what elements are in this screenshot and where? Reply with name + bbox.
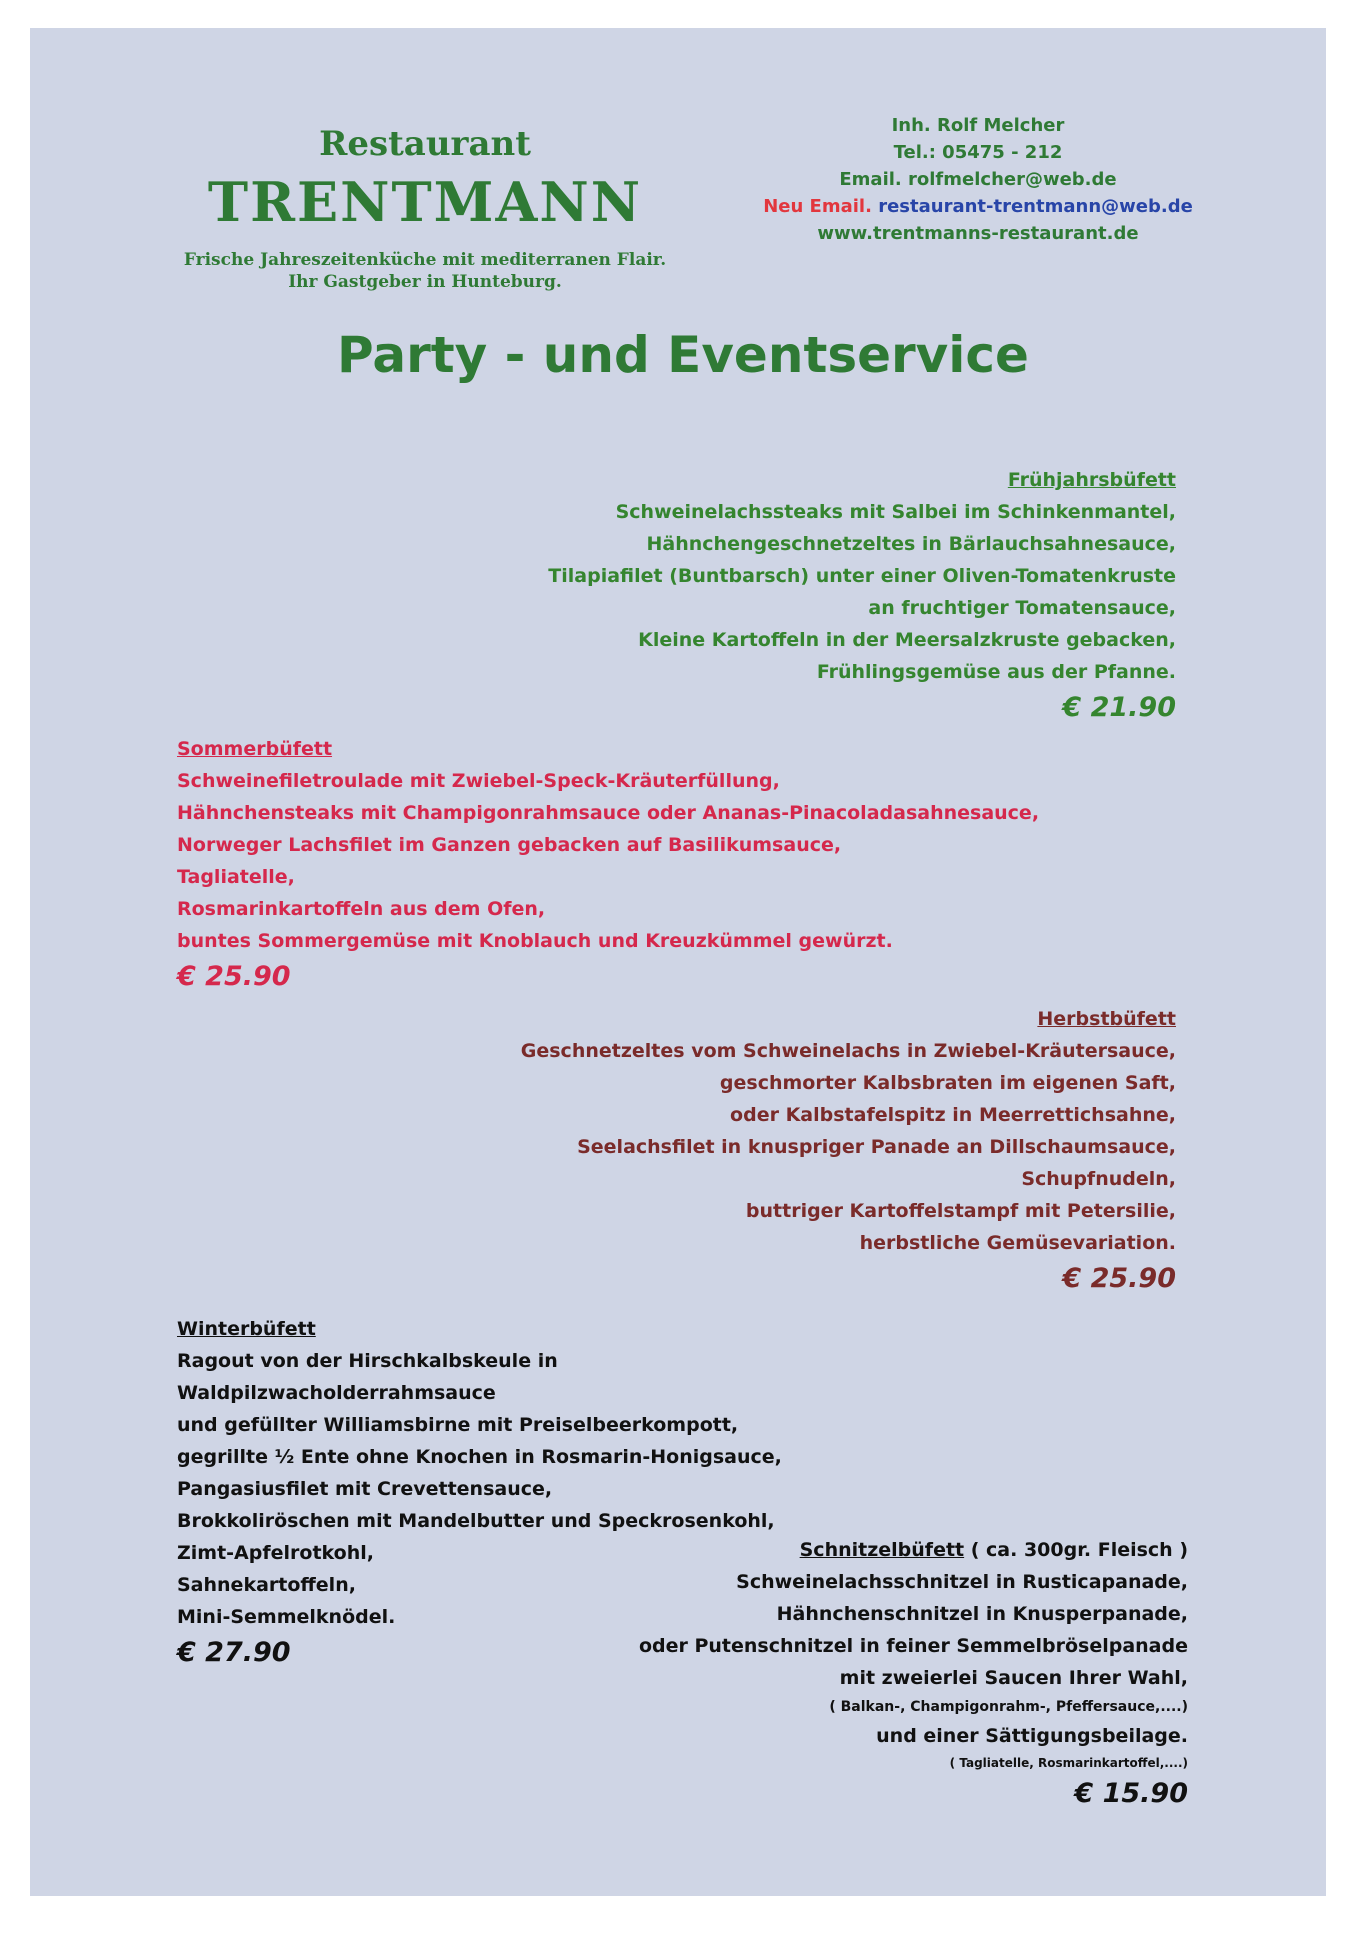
menu-item: Kleine Kartoffeln in der Meersalzkruste gebacken,	[638, 629, 1176, 651]
restaurant-tagline: Frische Jahreszeitenküche mit mediterranen Flair.	[183, 250, 667, 270]
menu-item: Ragout von der Hirschkalbskeule in Waldpilzwacholderrahmsauce	[177, 1350, 558, 1404]
side-note: ( Tagliatelle, Rosmarinkartoffel,....)	[949, 1756, 1188, 1770]
restaurant-logo	[166, 121, 684, 293]
heading-note: ( ca. 300gr. Fleisch )	[964, 1539, 1188, 1561]
restaurant-host: Ihr Gastgeber in Hunteburg.	[288, 272, 562, 292]
menu-item: Hähnchengeschnetzeltes in Bärlauchsahnesauce,	[646, 533, 1176, 555]
menu-item: Geschnetzeltes vom Schweinelachs in Zwiebel-Kräutersauce,	[520, 1040, 1176, 1062]
section-heading: Herbstbüfett	[1037, 1008, 1176, 1030]
website: www.trentmanns-restaurant.de	[817, 223, 1139, 244]
section-heading: Winterbüfett	[177, 1318, 316, 1340]
menu-item: Pangasiusfilet mit Crevettensauce,	[177, 1478, 553, 1500]
menu-item: geschmorter Kalbsbraten im eigenen Saft,	[719, 1072, 1176, 1094]
menu-item: Rosmarinkartoffeln aus dem Ofen,	[177, 898, 546, 920]
menu-item: Zimt-Apfelrotkohl,	[177, 1542, 374, 1564]
email: Email. rolfmelcher@web.de	[839, 169, 1117, 190]
section-heading: Sommerbüfett	[177, 738, 333, 760]
price: € 21.90	[1062, 692, 1176, 723]
menu-item: Seelachsfilet in knuspriger Panade an Dillschaumsauce,	[577, 1136, 1176, 1158]
menu-item: Hähnchensteaks mit Champigonrahmsauce oder Ananas-Pinacoladasahnesauce,	[177, 802, 1040, 824]
price: € 25.90	[1062, 1263, 1176, 1294]
menu-item: Brokkoliröschen mit Mandelbutter und Speckrosenkohl,	[177, 1510, 775, 1532]
new-email: restaurant-trentmann@web.de	[878, 196, 1193, 217]
menu-item: buttriger Kartoffelstampf mit Petersilie,	[745, 1200, 1176, 1222]
menu-item: an fruchtiger Tomatensauce,	[868, 597, 1176, 619]
contact-block	[740, 112, 1216, 247]
menu-item: Mini-Semmelknödel.	[177, 1606, 396, 1628]
schnitzel-buffet	[520, 1534, 1188, 1814]
autumn-buffet	[330, 1003, 1176, 1299]
menu-item: buntes Sommergemüse mit Knoblauch und Kreuzkümmel gewürzt.	[177, 930, 893, 952]
menu-item: Hähnchenschnitzel in Knusperpanade,	[776, 1603, 1188, 1625]
menu-item: Tilapiafilet (Buntbarsch) unter einer Oliven-Tomatenkruste	[548, 565, 1176, 587]
menu-item: Frühlingsgemüse aus der Pfanne.	[816, 661, 1176, 683]
new-email-line	[740, 193, 1216, 220]
summer-buffet	[177, 733, 1177, 997]
owner: Inh. Rolf Melcher	[891, 115, 1065, 136]
section-heading: Schnitzelbüfett	[799, 1539, 965, 1561]
page-title: Party - und Eventservice	[337, 326, 1029, 384]
section-heading: Frühjahrsbüfett	[1007, 469, 1176, 491]
menu-item: mit zweierlei Saucen Ihrer Wahl,	[839, 1667, 1188, 1689]
price: € 15.90	[1074, 1778, 1188, 1809]
menu-item: Schweinelachssteaks mit Salbei im Schinkenmantel,	[615, 501, 1176, 523]
section-heading-line	[520, 1534, 1188, 1566]
menu-item: Schweinelachsschnitzel in Rusticapanade,	[736, 1571, 1188, 1593]
menu-item: gegrillte ½ Ente ohne Knochen in Rosmarin-Honigsauce,	[177, 1446, 782, 1468]
menu-item: Sahnekartoffeln,	[177, 1574, 356, 1596]
menu-item: und einer Sättigungsbeilage.	[876, 1725, 1188, 1747]
sauce-note: ( Balkan-, Champigonrahm-, Pfeffersauce,....)	[829, 1699, 1188, 1715]
restaurant-name: TRENTMANN	[207, 170, 643, 234]
menu-item: herbstliche Gemüsevariation.	[859, 1232, 1176, 1254]
restaurant-word: Restaurant	[319, 124, 531, 164]
menu-item: und gefüllter Williamsbirne mit Preiselbeerkompott,	[177, 1414, 739, 1436]
spring-buffet	[400, 464, 1176, 728]
menu-item: Norweger Lachsfilet im Ganzen gebacken auf Basilikumsauce,	[177, 834, 842, 856]
phone: Tel.: 05475 - 212	[893, 142, 1063, 163]
menu-item: Tagliatelle,	[177, 866, 295, 888]
price: € 25.90	[177, 961, 291, 992]
price: € 27.90	[177, 1637, 291, 1668]
new-email-label: Neu Email.	[763, 196, 872, 217]
menu-item: Schupfnudeln,	[1021, 1168, 1176, 1190]
menu-item: oder Putenschnitzel in feiner Semmelbröselpanade	[638, 1635, 1188, 1657]
menu-item: oder Kalbstafelspitz in Meerrettichsahne,	[730, 1104, 1176, 1126]
menu-item: Schweinefiletroulade mit Zwiebel-Speck-Kräuterfüllung,	[177, 770, 780, 792]
